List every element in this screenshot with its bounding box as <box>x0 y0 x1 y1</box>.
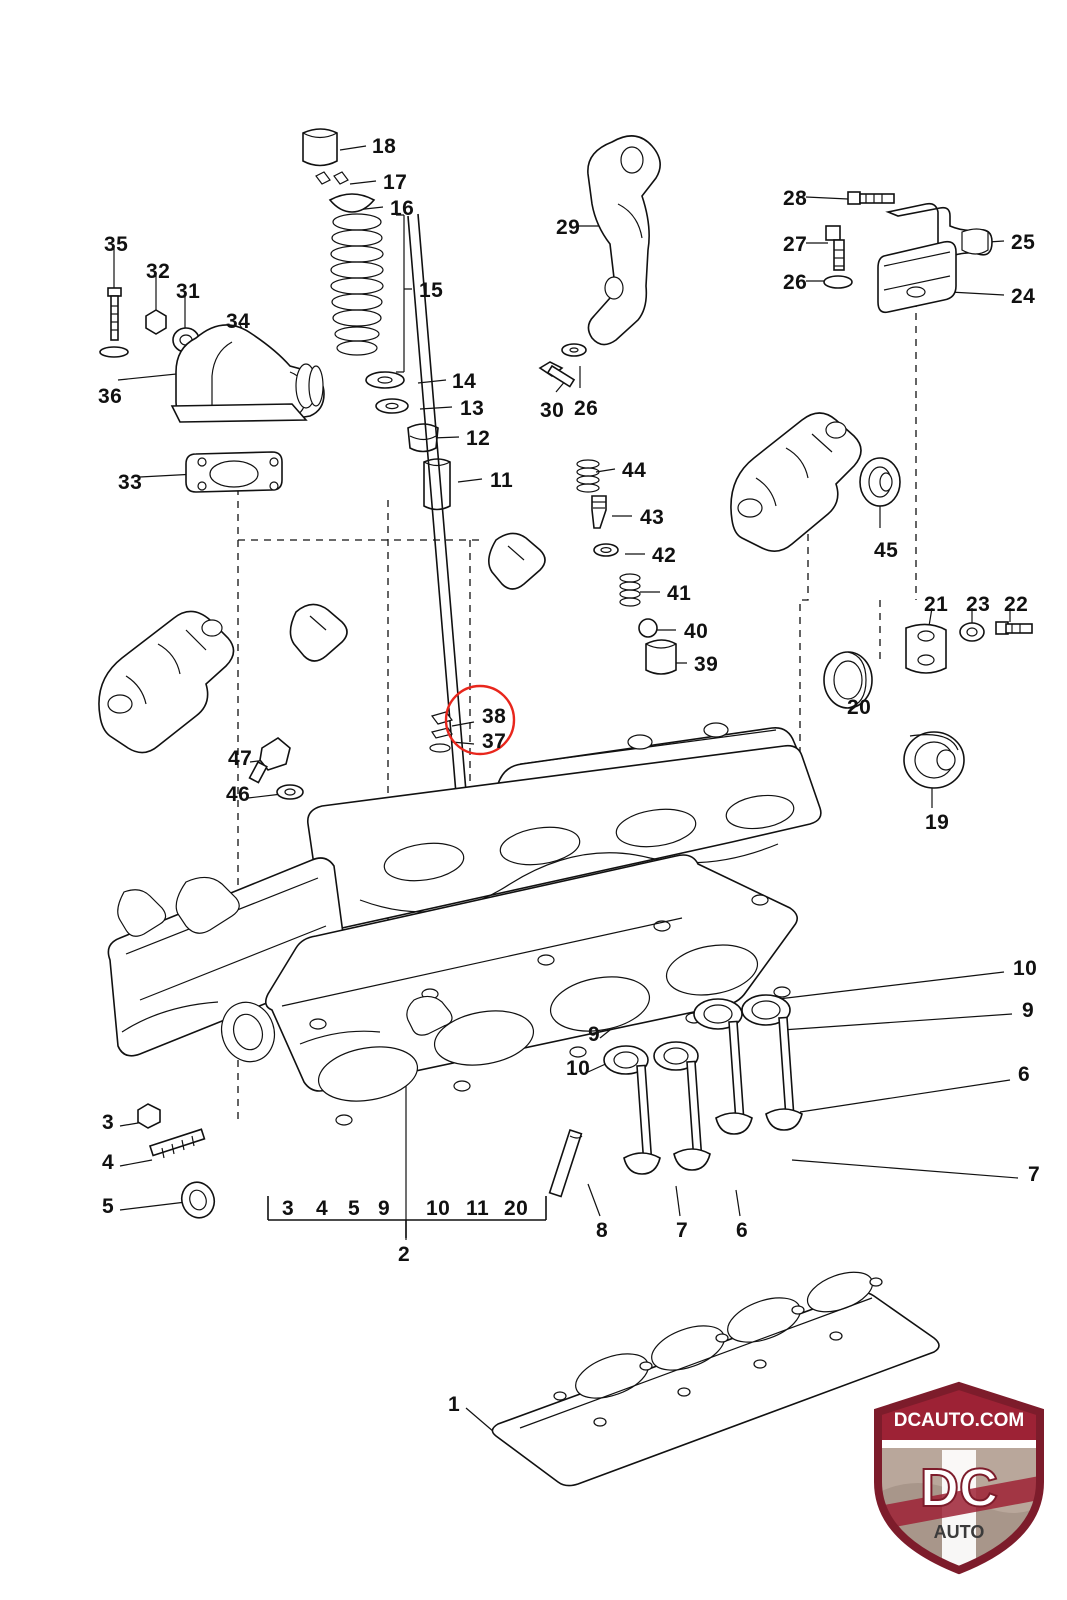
callout-40: 40 <box>684 620 709 643</box>
bracket-item-11: 11 <box>466 1197 490 1220</box>
callout-6-bottom: 6 <box>736 1219 749 1242</box>
callout-31: 31 <box>176 280 201 303</box>
logo-top-text: DCAUTO.COM <box>893 1410 1025 1431</box>
callout-46: 46 <box>226 783 251 806</box>
callout-3: 3 <box>102 1111 115 1134</box>
callout-4: 4 <box>102 1151 115 1174</box>
callout-13: 13 <box>460 397 485 420</box>
callout-16: 16 <box>390 197 415 220</box>
callout-7-bottom: 7 <box>676 1219 689 1242</box>
bracket-item-3: 3 <box>282 1197 295 1220</box>
callout-10-right: 10 <box>1013 957 1038 980</box>
callout-10-left: 10 <box>566 1057 591 1080</box>
callout-24: 24 <box>1011 285 1036 308</box>
callout-25: 25 <box>1011 231 1036 254</box>
callout-44: 44 <box>622 459 647 482</box>
callout-41: 41 <box>667 582 692 605</box>
callout-7-right: 7 <box>1028 1163 1041 1186</box>
bracket-item-9: 9 <box>378 1197 391 1220</box>
callout-14: 14 <box>452 370 477 393</box>
callout-32: 32 <box>146 260 171 283</box>
callout-28: 28 <box>783 187 808 210</box>
bracket-item-20: 20 <box>504 1197 529 1220</box>
callout-8: 8 <box>596 1219 609 1242</box>
callout-34: 34 <box>226 310 251 333</box>
callout-38: 38 <box>482 705 507 728</box>
bracket-item-4: 4 <box>316 1197 329 1220</box>
callout-47: 47 <box>228 747 253 770</box>
callout-37: 37 <box>482 730 507 753</box>
callout-20: 20 <box>847 696 872 719</box>
callout-15: 15 <box>419 279 444 302</box>
callout-29: 29 <box>556 216 581 239</box>
callout-27: 27 <box>783 233 808 256</box>
callout-22: 22 <box>1004 593 1029 616</box>
callout-30: 30 <box>540 399 565 422</box>
callout-11: 11 <box>490 469 514 492</box>
callout-12: 12 <box>466 427 491 450</box>
callout-18: 18 <box>372 135 397 158</box>
callout-43: 43 <box>640 506 665 529</box>
dc-auto-logo <box>868 1378 1050 1578</box>
callout-42: 42 <box>652 544 677 567</box>
callout-5: 5 <box>102 1195 115 1218</box>
logo-main-text: DC <box>920 1458 998 1518</box>
callout-1: 1 <box>448 1393 461 1416</box>
logo-sub-text: AUTO <box>933 1522 985 1542</box>
callout-36: 36 <box>98 385 123 408</box>
callout-35: 35 <box>104 233 129 256</box>
callout-9-right: 9 <box>1022 999 1035 1022</box>
callout-21: 21 <box>924 593 949 616</box>
callout-26-lower: 26 <box>574 397 599 420</box>
callout-17: 17 <box>383 171 408 194</box>
callout-45: 45 <box>874 539 899 562</box>
bracket-item-5: 5 <box>348 1197 361 1220</box>
callout-6-right: 6 <box>1018 1063 1031 1086</box>
callout-26: 26 <box>783 271 808 294</box>
callout-39: 39 <box>694 653 719 676</box>
bracket-item-10: 10 <box>426 1197 451 1220</box>
callout-23: 23 <box>966 593 991 616</box>
callout-19: 19 <box>925 811 950 834</box>
callout-33: 33 <box>118 471 143 494</box>
callout-9-left: 9 <box>588 1023 601 1046</box>
bracket-label-2: 2 <box>398 1243 411 1266</box>
